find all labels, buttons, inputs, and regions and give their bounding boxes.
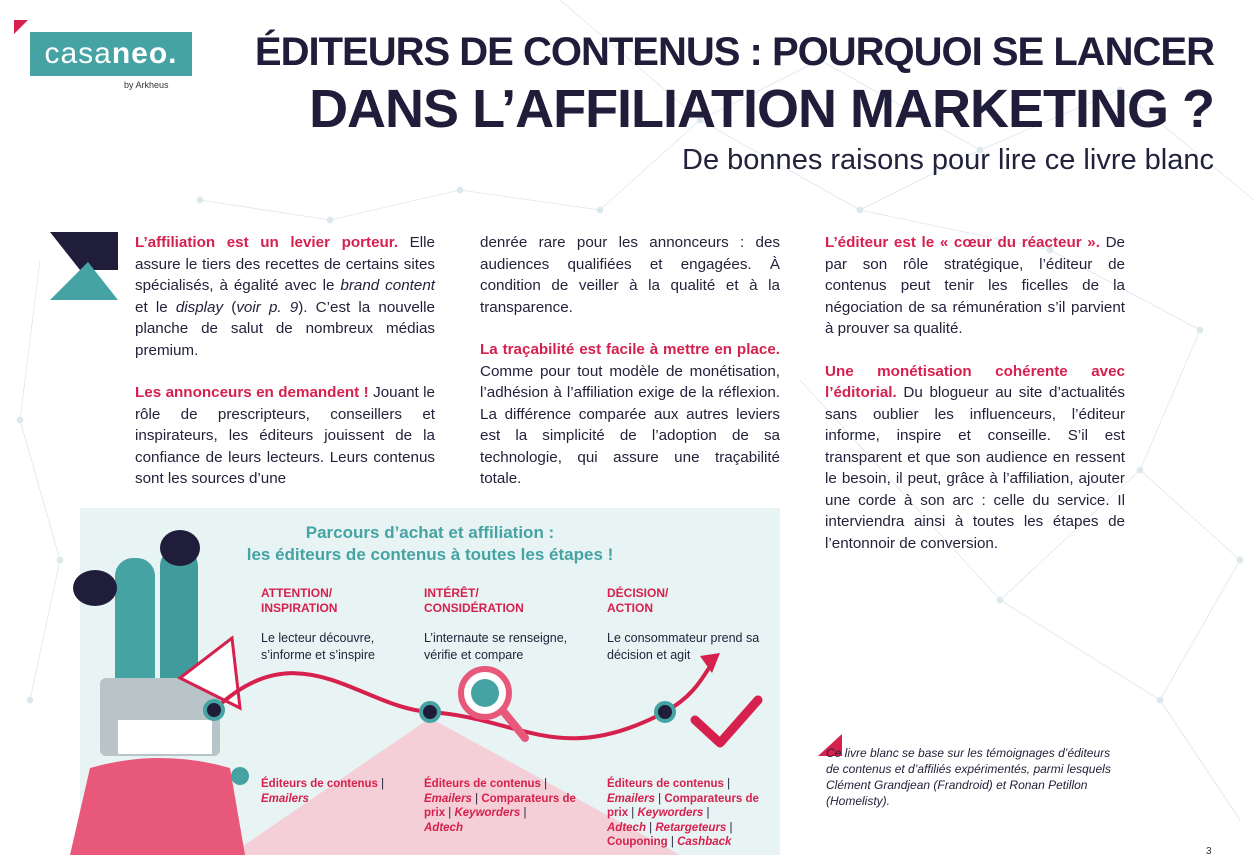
actor-separator: |: [377, 778, 385, 790]
actor-separator: |: [703, 807, 710, 819]
paragraph-lead: Les annonceurs en demandent !: [135, 384, 369, 401]
stage-node: [205, 701, 223, 719]
actor-separator: |: [723, 778, 731, 790]
paragraph-lead: L’éditeur est le « cœur du réacteur ».: [825, 234, 1100, 251]
actor-label: Couponing: [607, 836, 668, 848]
actors-interet: [424, 777, 584, 835]
stage-attention: [261, 586, 401, 664]
stage-decision: [607, 586, 767, 664]
actor-label: Comparateurs de prix: [424, 792, 576, 819]
paragraph-lead: La traçabilité est facile à mettre en place.: [480, 341, 780, 358]
page-number: 3: [1206, 846, 1212, 857]
paragraph-lead: L’affiliation est un levier porteur.: [135, 234, 399, 251]
actor-label: Éditeurs de contenus: [607, 778, 724, 790]
paragraph-text: Comme pour tout modèle de monétisation, l’adhésion à l’affiliation exige de la réflexion. La différence comparée aux autres leviers est la simplicité de l’adoption de sa technologie, qui assure une traçabilité totale.: [480, 362, 780, 487]
person-body-icon: [70, 758, 245, 855]
checkmark-icon: [695, 700, 758, 743]
stage-node: [421, 703, 439, 721]
paragraph-emphasis: voir p. 9: [236, 298, 299, 316]
paragraph-emphasis: brand content: [340, 277, 435, 294]
actor-separator: |: [667, 836, 678, 848]
paragraph-text: Jouant le rôle de prescripteurs, conseillers et inspirateurs, les éditeurs jouissent de la confiance de leurs lecteurs. Leurs contenus sont les sources d’une: [135, 384, 435, 487]
paragraph-text: Elle assure le tiers des recettes de certains sites spécialisés, à égalité avec le: [135, 234, 435, 294]
actor-label: Adtech: [607, 821, 646, 834]
brand-byline: by Arkheus: [124, 80, 169, 90]
stage-description: L’internaute se renseigne, vérifie et compare: [424, 631, 568, 662]
actor-separator: |: [520, 807, 527, 819]
stage-heading: CONSIDÉRATION: [424, 601, 524, 615]
brand-logo-part2: neo.: [111, 37, 178, 70]
actor-label: Éditeurs de contenus: [424, 778, 541, 790]
brand-logo: [30, 32, 192, 76]
paragraph-annonceurs: [135, 382, 435, 490]
text-column-1: [135, 232, 435, 511]
paragraph-lead: Une monétisation cohérente avec l’éditorial.: [825, 362, 1125, 401]
paragraph-text: Du blogueur au site d’actualités sans oublier les influenceurs, l’éditeur informe, inspire et conseille. S’il est transparent et que son audience en ressent le besoin, il peut, grâce à l’affiliation, ajouter une corde à son arc : celle du service. Il interviendra ainsi à toutes les étapes de l’entonnoir de conversion.: [825, 384, 1125, 552]
actor-separator: |: [628, 807, 638, 819]
infographic-title: [80, 522, 780, 566]
stage-heading: ATTENTION/: [261, 586, 333, 600]
infographic-title-line2: les éditeurs de contenus à toutes les étapes !: [246, 545, 614, 564]
paragraph-text: ). C’est la nouvelle planche de salut de nombreux médias premium.: [135, 298, 435, 359]
brand-logo-part1: casa: [44, 37, 112, 70]
actor-separator: |: [445, 807, 455, 819]
page-subtitle: De bonnes raisons pour lire ce livre blanc: [682, 144, 1214, 176]
section-corner-icon: [50, 232, 118, 302]
text-column-3: [825, 232, 1125, 575]
actor-label: Cashback: [677, 836, 732, 848]
actor-label: Adtech: [424, 821, 463, 834]
text-column-2: [480, 232, 780, 511]
actor-label: Éditeurs de contenus: [261, 778, 378, 790]
stage-heading: INSPIRATION: [261, 601, 338, 615]
paragraph-text: (: [223, 298, 237, 316]
actor-separator: |: [726, 821, 733, 834]
actor-label: Keyworders: [454, 807, 521, 819]
actors-attention: [261, 777, 411, 806]
stage-node: [656, 703, 674, 721]
stage-description: Le consommateur prend sa décision et agit: [607, 631, 760, 662]
actor-label: Retargeteurs: [655, 821, 727, 834]
actor-separator: |: [645, 821, 656, 834]
actor-label: Comparateurs de prix: [607, 792, 759, 819]
paragraph-denree-rare: denrée rare pour les annonceurs : des audiences qualifiées et engagées. À condition de veiller à la qualité et à la transparence.: [480, 234, 780, 316]
stage-description: Le lecteur découvre, s’informe et s’inspire: [261, 631, 375, 662]
actor-separator: |: [540, 778, 548, 790]
source-note: Ce livre blanc se base sur les témoignages d’éditeurs de contenus et d’affiliés expérimentés, parmi lesquels Clément Grandjean (Frandroid) et Ronan Petillon (Homelisty).: [826, 746, 1111, 808]
paragraph-emphasis: display: [175, 298, 224, 316]
paragraph-text: et le: [135, 298, 176, 316]
person-leg-icon: [115, 558, 155, 698]
page-title-line1: ÉDITEURS DE CONTENUS : POURQUOI SE LANCER: [254, 30, 1214, 74]
paragraph-text: De par son rôle stratégique, l’éditeur de contenus peut tenir les ficelles de la négociation de sa rémunération s’il parvient à prouver sa qualité.: [825, 234, 1125, 337]
actor-separator: |: [654, 792, 665, 805]
actor-label: Emailers: [607, 792, 655, 805]
stage-heading: ACTION: [607, 601, 653, 615]
infographic-title-line1: Parcours d’achat et affiliation :: [305, 523, 555, 542]
paragraph-tracabilite: [480, 339, 780, 490]
stage-interet: [424, 586, 584, 664]
actor-label: Emailers: [261, 792, 309, 805]
stage-heading: INTÉRÊT/: [424, 586, 479, 600]
paragraph-coeur-reacteur: [825, 232, 1125, 340]
actor-label: Keyworders: [637, 807, 704, 819]
actor-label: Emailers: [424, 792, 472, 805]
stage-heading: DÉCISION/: [607, 586, 669, 600]
actors-decision: [607, 777, 767, 850]
paragraph-affiliation-levier: [135, 232, 435, 361]
page-title-line2: DANS L’AFFILIATION MARKETING ?: [309, 79, 1214, 139]
paragraph-monetisation: [825, 361, 1125, 555]
actor-separator: |: [471, 792, 482, 805]
